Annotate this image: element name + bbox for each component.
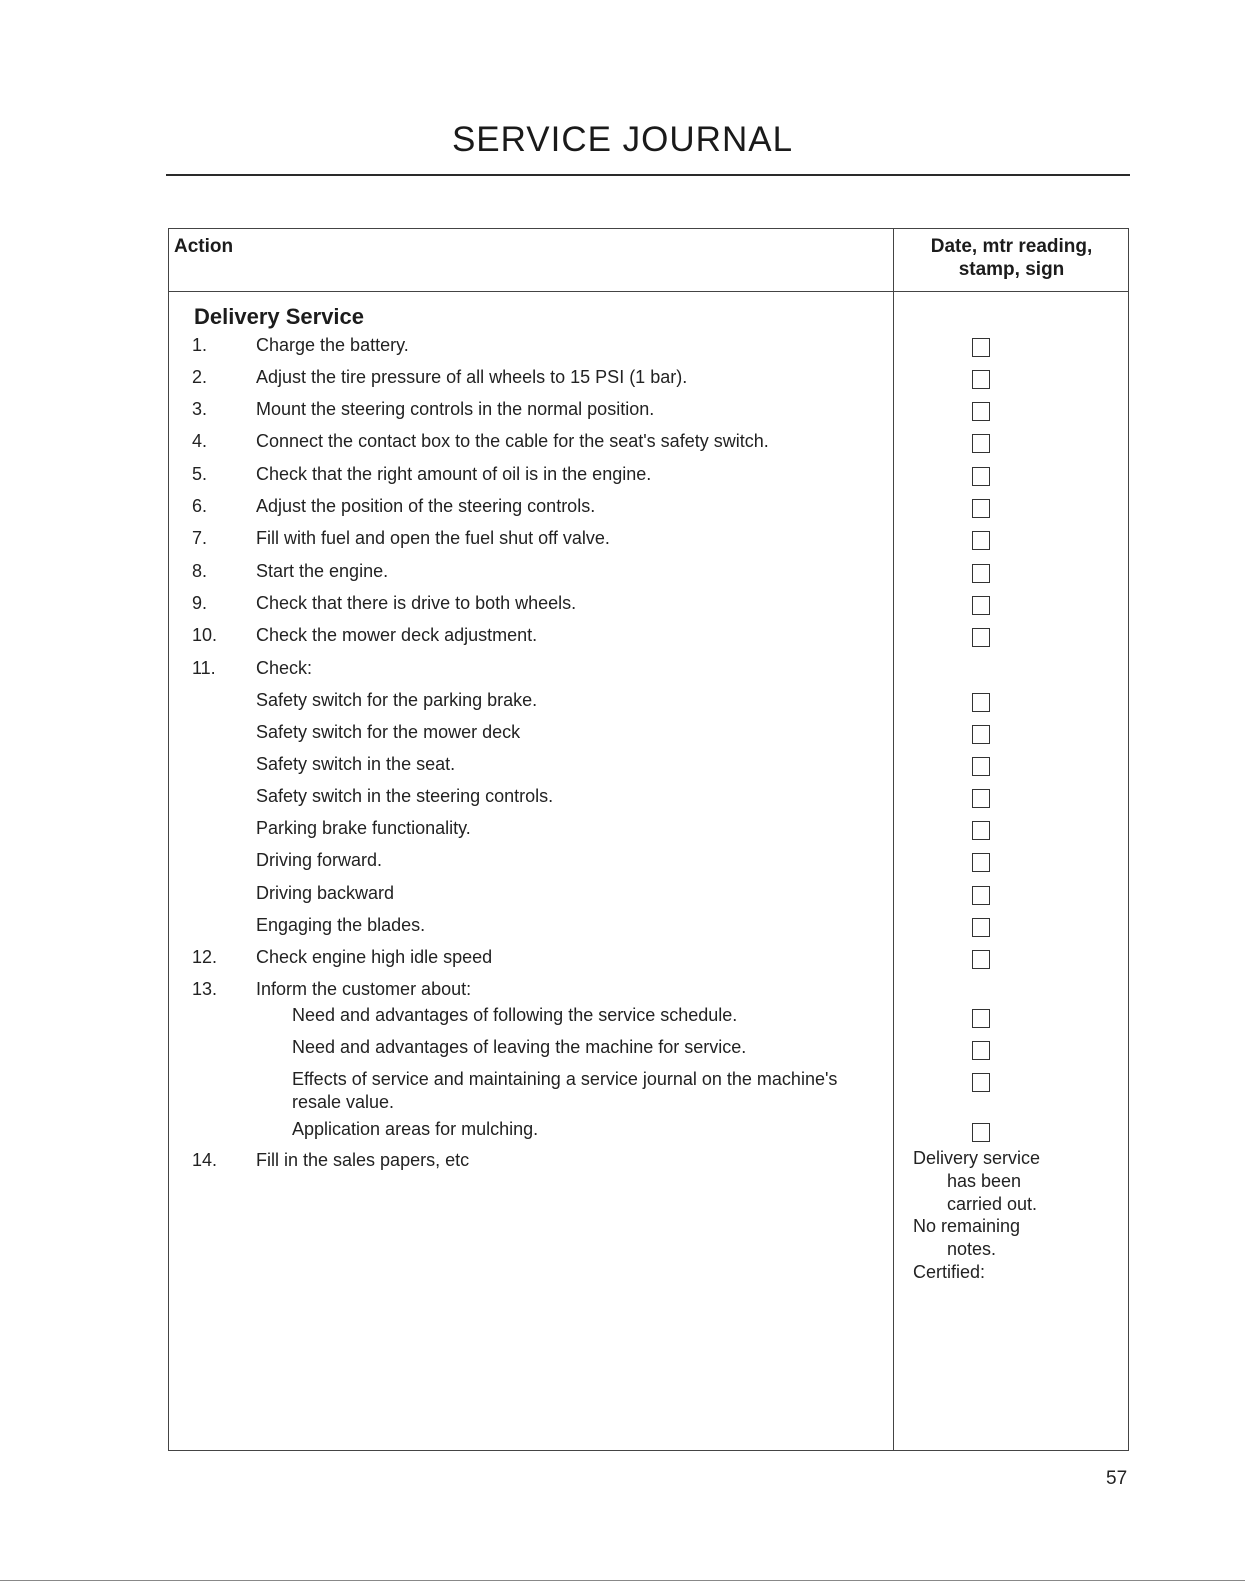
check-checkbox[interactable] — [972, 725, 990, 744]
title-divider — [166, 174, 1130, 176]
column-divider — [893, 228, 894, 1451]
date-header-line: stamp, sign — [958, 259, 1065, 280]
step-checkbox[interactable] — [972, 950, 990, 969]
step-text: Connect the contact box to the cable for the seat's safety switch. — [256, 431, 769, 451]
step-checkbox[interactable] — [972, 628, 990, 647]
step-checkbox[interactable] — [972, 434, 990, 453]
section-title: Delivery Service — [194, 304, 365, 329]
step-text: Start the engine. — [256, 561, 389, 581]
check-checkbox[interactable] — [972, 853, 990, 872]
step-checkbox[interactable] — [972, 596, 990, 615]
step-number: 1. — [192, 335, 208, 355]
certification-text: notes. — [947, 1239, 997, 1259]
check-checkbox[interactable] — [972, 821, 990, 840]
check-item: Driving forward. — [256, 850, 383, 870]
step-number: 13. — [192, 979, 218, 999]
check-checkbox[interactable] — [972, 886, 990, 905]
inform-checkbox[interactable] — [972, 1009, 990, 1028]
step-text: Adjust the tire pressure of all wheels to 15 PSI (1 bar). — [256, 367, 688, 387]
certification-text: No remaining — [913, 1216, 1021, 1236]
step-text: Check that there is drive to both wheels. — [256, 593, 577, 613]
date-column-header — [894, 235, 1129, 281]
step-checkbox[interactable] — [972, 531, 990, 550]
step-number: 12. — [192, 947, 218, 967]
step-text: Check that the right amount of oil is in the engine. — [256, 464, 652, 484]
step-number: 8. — [192, 561, 208, 581]
step-text: Check: — [256, 658, 313, 678]
action-column-header: Action — [174, 236, 234, 257]
step-text: Check the mower deck adjustment. — [256, 625, 538, 645]
step-number: 2. — [192, 367, 208, 387]
step-number: 6. — [192, 496, 208, 516]
check-item: Engaging the blades. — [256, 915, 426, 935]
page-edge — [0, 1580, 1245, 1581]
certification-text: Delivery service — [913, 1148, 1041, 1168]
step-checkbox[interactable] — [972, 338, 990, 357]
step-checkbox[interactable] — [972, 370, 990, 389]
check-item: Driving backward — [256, 883, 395, 903]
step-number: 5. — [192, 464, 208, 484]
check-checkbox[interactable] — [972, 693, 990, 712]
check-item: Safety switch for the parking brake. — [256, 690, 538, 710]
step-number: 4. — [192, 431, 208, 451]
certification-label: Certified: — [913, 1262, 986, 1282]
inform-item: Effects of service and maintaining a service journal on the machine's resale value. — [292, 1069, 838, 1112]
step-checkbox[interactable] — [972, 467, 990, 486]
page-number: 57 — [1106, 1468, 1128, 1489]
step-number: 11. — [192, 658, 216, 678]
step-checkbox[interactable] — [972, 499, 990, 518]
inform-item: Need and advantages of following the service schedule. — [292, 1005, 738, 1025]
check-checkbox[interactable] — [972, 789, 990, 808]
certification-text: has been — [947, 1171, 1022, 1191]
certification-text: carried out. — [947, 1194, 1038, 1214]
check-item: Safety switch for the mower deck — [256, 722, 521, 742]
step-text: Adjust the position of the steering controls. — [256, 496, 596, 516]
step-checkbox[interactable] — [972, 402, 990, 421]
header-divider — [168, 291, 1129, 292]
inform-item: Need and advantages of leaving the machine for service. — [292, 1037, 747, 1057]
step-number: 14. — [192, 1150, 218, 1170]
step-text: Mount the steering controls in the normal position. — [256, 399, 655, 419]
check-item: Parking brake functionality. — [256, 818, 471, 838]
step-number: 10. — [192, 625, 218, 645]
step-text: Fill in the sales papers, etc — [256, 1150, 470, 1170]
date-header-line: Date, mtr reading, — [930, 236, 1093, 257]
inform-checkbox[interactable] — [972, 1041, 990, 1060]
inform-checkbox[interactable] — [972, 1073, 990, 1092]
step-checkbox[interactable] — [972, 564, 990, 583]
check-checkbox[interactable] — [972, 757, 990, 776]
step-text: Inform the customer about: — [256, 979, 472, 999]
inform-item: Application areas for mulching. — [292, 1119, 539, 1139]
step-number: 7. — [192, 528, 208, 548]
step-text: Check engine high idle speed — [256, 947, 493, 967]
step-number: 3. — [192, 399, 208, 419]
check-item: Safety switch in the seat. — [256, 754, 456, 774]
inform-checkbox[interactable] — [972, 1123, 990, 1142]
page-title: SERVICE JOURNAL — [451, 120, 794, 159]
check-item: Safety switch in the steering controls. — [256, 786, 554, 806]
check-checkbox[interactable] — [972, 918, 990, 937]
step-text: Charge the battery. — [256, 335, 409, 355]
step-number: 9. — [192, 593, 208, 613]
step-text: Fill with fuel and open the fuel shut off valve. — [256, 528, 610, 548]
